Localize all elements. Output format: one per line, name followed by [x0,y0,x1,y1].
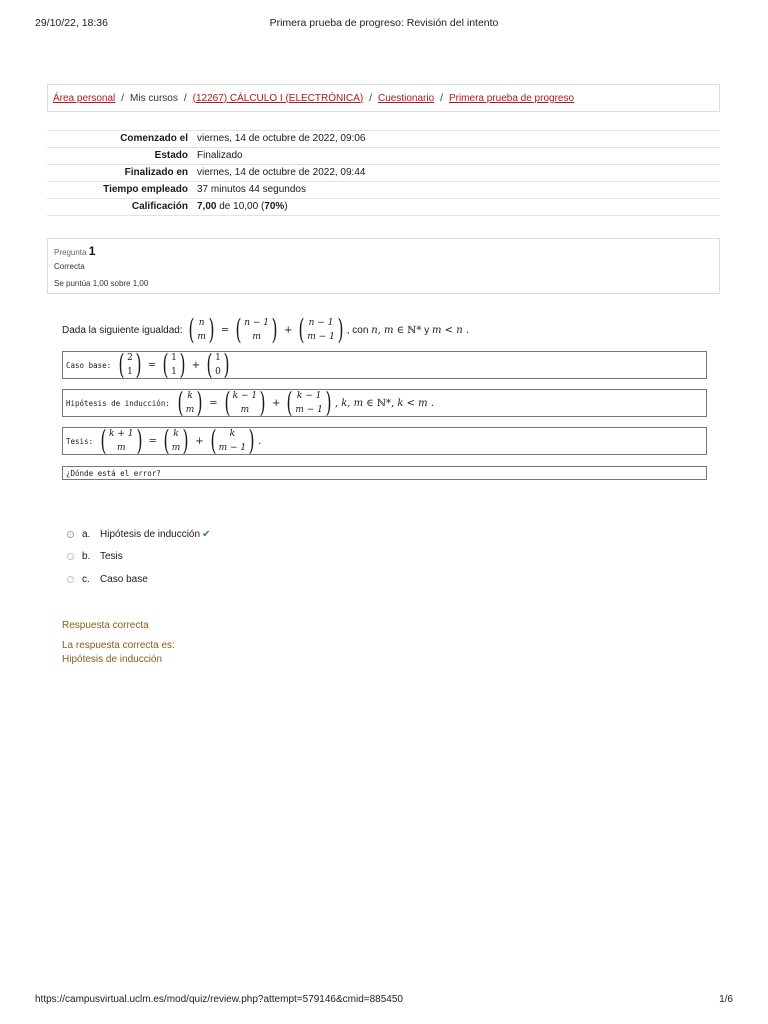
checkmark-icon: ✔ [202,528,211,540]
summary-key: Comenzado el [47,131,196,148]
binom-k1-m1: ( k − 1 m − 1 ) [286,386,332,419]
donde-box [62,466,707,480]
print-title: Primera prueba de progreso: Revisión del intento [269,17,499,29]
tesis-period: . [258,435,262,447]
breadcrumb-quiz[interactable]: Primera prueba de progreso [448,92,575,104]
print-page-number: 1/6 [719,994,733,1005]
feedback-result: Respuesta correcta [62,620,149,631]
breadcrumb-area-personal[interactable]: Área personal [53,92,116,104]
feedback-answer: Hipótesis de inducción [62,654,163,665]
print-header [35,17,733,31]
summary-key: Calificación [47,199,196,216]
summary-value [196,199,720,216]
breadcrumb-separator: / [183,92,187,104]
question-y: y [424,324,430,336]
summary-row [47,182,720,199]
question-con: , con [346,324,369,336]
summary-key: Tiempo empleado [47,182,196,199]
print-url: https://campusvirtual.uclm.es/mod/quiz/review.php?attempt=579146&cmid=885450 [35,994,403,1005]
radio-button[interactable] [67,576,74,583]
question-intro: Dada la siguiente igualdad: [62,324,183,336]
summary-value: viernes, 14 de octubre de 2022, 09:06 [196,131,720,148]
option-letter: c. [82,573,90,585]
summary-row [47,165,720,182]
hipotesis-condition: , k, m ∈ ℕ*, k < m . [334,397,435,409]
binom-n1-m1: ( n − 1 m − 1 ) [298,313,344,346]
binom-k1p-m: ( k + 1 m ) [100,424,142,457]
breadcrumb-separator: / [440,92,443,104]
summary-value: Finalizado [196,148,720,165]
option-c[interactable] [67,568,210,591]
binom-1-1: ( 1 1 ) [162,348,186,381]
summary-key: Estado [47,148,196,165]
summary-row [47,148,720,165]
answer-options [67,523,210,591]
tesis-label: Tesis: [66,436,94,446]
grade-score: 7,00 [197,201,217,212]
grade-mid: de 10,00 ( [216,201,265,212]
grade-percent: 70% [264,201,285,212]
summary-value: 37 minutos 44 segundos [196,182,720,199]
breadcrumb-course[interactable]: (12267) CÁLCULO I (ELECTRÓNICA) [192,92,364,104]
print-footer [35,994,733,1008]
binom-k-m: ( k m ) [177,386,203,419]
radio-button[interactable] [67,553,74,560]
binom-k-m-2: ( k m ) [163,424,189,457]
breadcrumb-separator: / [369,92,373,104]
option-a[interactable] [67,523,210,546]
caso-base-box: Caso base: ( 2 1 ) = ( 1 1 ) + ( 1 0 ) [62,351,707,379]
option-b[interactable] [67,546,210,569]
binom-n1-m: ( n − 1 m ) [235,313,278,346]
binom-1-0: ( 1 0 ) [206,348,230,381]
donde-label: ¿Dónde está el error? [66,468,161,478]
hipotesis-label: Hipótesis de inducción: [66,398,170,408]
summary-value: viernes, 14 de octubre de 2022, 09:44 [196,165,720,182]
option-text: Caso base [100,573,148,585]
condition-math-2: m < n . [431,324,470,336]
question-label: Pregunta [54,248,87,257]
attempt-summary-table [47,130,720,216]
radio-button[interactable] [67,531,74,538]
question-info-box [47,238,720,294]
binom-n-m: ( n m ) [188,313,215,346]
question-number-value: 1 [88,244,96,258]
binom-2-1: ( 2 1 ) [118,348,142,381]
option-text: Tesis [100,551,123,563]
question-grade: Se puntúa 1,00 sobre 1,00 [54,279,149,288]
summary-row [47,131,720,148]
option-text: Hipótesis de inducción [100,528,201,540]
print-date: 29/10/22, 18:36 [35,17,108,29]
summary-key: Finalizado en [47,165,196,182]
breadcrumb-separator: / [121,92,125,104]
breadcrumb-cuestionario[interactable]: Cuestionario [378,92,435,104]
caso-base-label: Caso base: [66,360,112,370]
feedback-correct-is: La respuesta correcta es: [62,640,175,651]
grade-end: ) [284,201,288,212]
condition-math: n, m ∈ ℕ* [371,324,422,336]
binom-k-m1: ( k m − 1 ) [210,424,255,457]
option-letter: b. [82,551,91,563]
binom-k1-m: ( k − 1 m ) [224,386,266,419]
breadcrumb [47,84,720,112]
option-letter: a. [82,528,91,540]
hipotesis-box: Hipótesis de inducción: ( k m ) = ( k − 1 m ) + ( k − 1 m − 1 ) , k, m ∈ ℕ*, k < m . [62,389,707,417]
breadcrumb-mis-cursos: Mis cursos [130,92,178,104]
question-text: Dada la siguiente igualdad: ( n m ) = ( n − 1 m ) + ( n − 1 m − 1 ) , con n, m ∈ ℕ* y m < n . [62,313,470,346]
question-state: Correcta [54,262,85,271]
question-number [54,244,95,258]
tesis-box: Tesis: ( k + 1 m ) = ( k m ) + ( k m − 1 ) . [62,427,707,455]
summary-row [47,199,720,216]
